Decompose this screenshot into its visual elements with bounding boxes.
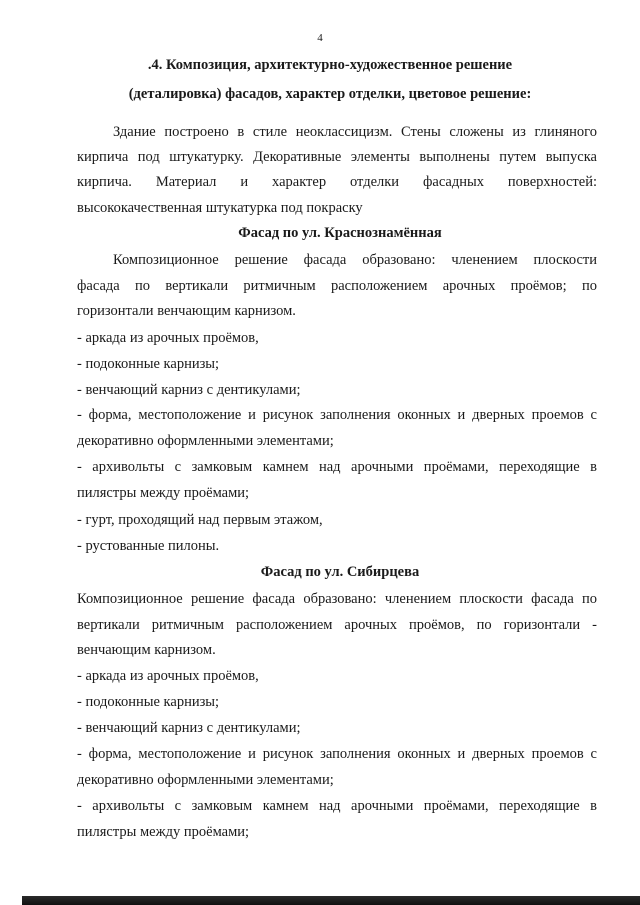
section1-list-item: - аркада из арочных проёмов, bbox=[77, 330, 259, 346]
section1-para-line-1: Композиционное решение фасада образовано: членением плоскости bbox=[113, 252, 597, 268]
section1-para-line-2: фасада по вертикали ритмичным расположением арочных проёмов; по bbox=[77, 278, 597, 294]
scan-bottom-edge bbox=[0, 893, 640, 905]
section2-list-item: - архивольты с замковым камнем над арочными проёмами, переходящие в bbox=[77, 798, 597, 814]
section1-list-item: - подоконные карнизы; bbox=[77, 356, 220, 372]
intro-line-2: кирпича под штукатурку. Декоративные элементы выполнены путем выпуска bbox=[77, 149, 597, 165]
section1-list-item: - архивольты с замковым камнем над арочными проёмами, переходящие в bbox=[77, 459, 597, 475]
section2-list-item: декоративно оформленными элементами; bbox=[77, 772, 334, 788]
facade-heading-krasnoznamennaya: Фасад по ул. Краснознамённая bbox=[238, 225, 442, 241]
section1-list-item: - венчающий карниз с дентикулами; bbox=[77, 382, 301, 398]
section1-list-item: - форма, местоположение и рисунок заполнения оконных и дверных проемов с bbox=[77, 407, 597, 423]
section2-list-item: - венчающий карниз с дентикулами; bbox=[77, 720, 301, 736]
intro-line-4: высококачественная штукатурка под покраску bbox=[77, 200, 363, 216]
section2-para-line-2: вертикали ритмичным расположением арочных проёмов, по горизонтали - bbox=[77, 617, 597, 633]
section2-list-item: - форма, местоположение и рисунок заполнения оконных и дверных проемов с bbox=[77, 746, 597, 762]
facade-heading-sibirtseva: Фасад по ул. Сибирцева bbox=[260, 564, 420, 580]
intro-line-1: Здание построено в стиле неоклассицизм. Стены сложены из глиняного bbox=[113, 124, 597, 140]
section2-list-item: - аркада из арочных проёмов, bbox=[77, 668, 259, 684]
section2-list-item: - подоконные карнизы; bbox=[77, 694, 220, 710]
scan-bottom-edge-gap bbox=[0, 896, 22, 905]
section1-list-item: - рустованные пилоны. bbox=[77, 538, 220, 554]
section2-para-line-3: венчающим карнизом. bbox=[77, 642, 216, 658]
section2-para-line-1: Композиционное решение фасада образовано: членением плоскости фасада по bbox=[77, 591, 597, 607]
section1-list-item: - гурт, проходящий над первым этажом, bbox=[77, 512, 323, 528]
section-title-line-1: .4. Композиция, архитектурно-художественное решение bbox=[147, 57, 513, 73]
section-title-line-2: (деталировка) фасадов, характер отделки, цветовое решение: bbox=[128, 86, 532, 102]
page-number: 4 bbox=[317, 32, 323, 44]
intro-line-3: кирпича. Материал и характер отделки фасадных поверхностей: bbox=[77, 174, 597, 190]
section1-list-item: пилястры между проёмами; bbox=[77, 485, 250, 501]
section2-list-item: пилястры между проёмами; bbox=[77, 824, 250, 840]
section1-list-item: декоративно оформленными элементами; bbox=[77, 433, 334, 449]
section1-para-line-3: горизонтали венчающим карнизом. bbox=[77, 303, 296, 319]
